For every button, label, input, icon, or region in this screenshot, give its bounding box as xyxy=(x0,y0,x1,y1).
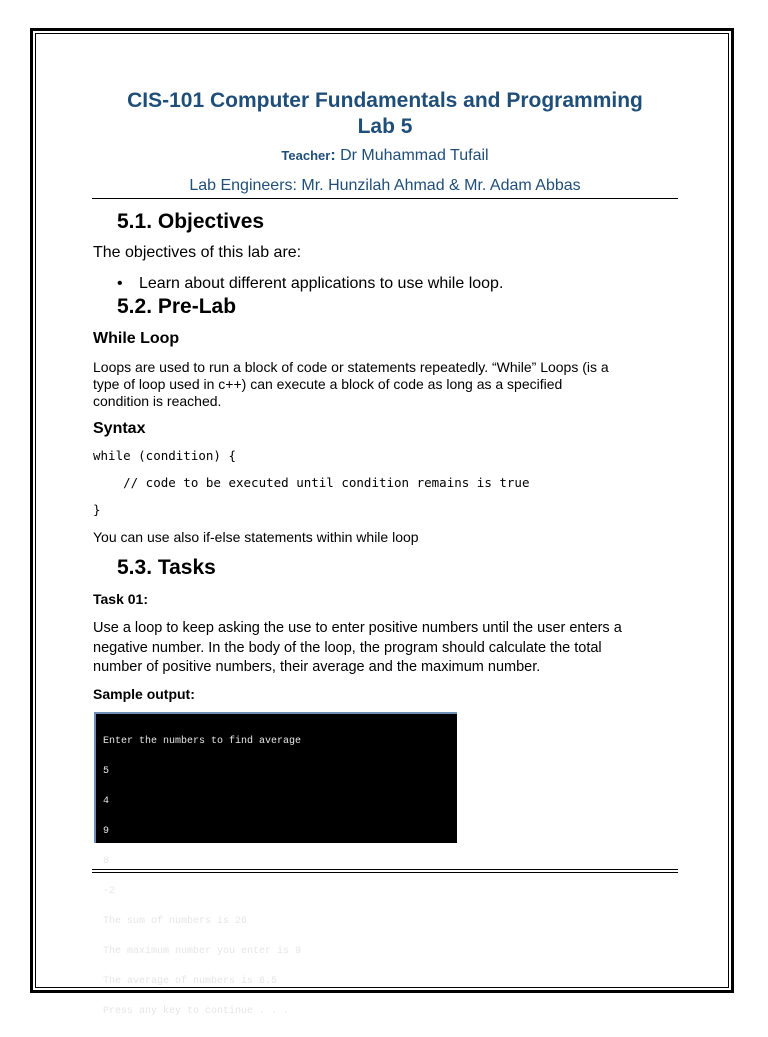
prelab-heading: 5.2. Pre-Lab xyxy=(117,295,237,318)
console-line: 5 xyxy=(103,766,110,777)
prelab-note: You can use also if-else statements within while loop xyxy=(93,529,419,545)
console-line: -2 xyxy=(103,886,116,897)
paragraph-line: type of loop used in c++) can execute a block of code as long as a specified xyxy=(93,376,563,392)
lab-engineers: Lab Engineers: Mr. Hunzilah Ahmad & Mr. Adam Abbas xyxy=(189,177,581,194)
sample-output-label: Sample output: xyxy=(93,686,195,702)
task-label: Task 01: xyxy=(93,591,148,607)
teacher-colon: : xyxy=(330,147,336,164)
console-text xyxy=(103,717,301,1037)
document-title xyxy=(60,88,710,140)
objectives-intro: The objectives of this lab are: xyxy=(93,244,302,261)
code-line: // code to be executed until condition remains is true xyxy=(93,475,530,490)
console-line: 8 xyxy=(103,856,110,867)
task-line: number of positive numbers, their average and the maximum number. xyxy=(93,659,541,675)
footer-divider xyxy=(92,869,678,870)
title-line-1: CIS-101 Computer Fundamentals and Programming xyxy=(127,89,643,112)
console-line: The average of numbers is 6.5 xyxy=(103,976,278,987)
paragraph-line: condition is reached. xyxy=(93,393,222,409)
while-loop-heading: While Loop xyxy=(93,330,180,347)
console-line: Press any key to continue . . . xyxy=(103,1006,290,1017)
syntax-heading: Syntax xyxy=(93,420,146,437)
objective-item: Learn about different applications to use while loop. xyxy=(139,275,504,292)
console-line: 4 xyxy=(103,796,110,807)
task-line: Use a loop to keep asking the use to enter positive numbers until the user enters a xyxy=(93,620,622,636)
objectives-heading: 5.1. Objectives xyxy=(117,210,265,233)
bullet-icon: • xyxy=(117,275,123,292)
task-description xyxy=(93,619,693,678)
footer-divider xyxy=(92,872,678,873)
teacher-label: Teacher xyxy=(281,148,331,163)
task-line: negative number. In the body of the loop, the program should calculate the total xyxy=(93,639,602,656)
title-line-2: Lab 5 xyxy=(357,115,413,138)
console-line: The maximum number you enter is 9 xyxy=(103,946,302,957)
console-line: The sum of numbers is 26 xyxy=(103,916,248,927)
console-output-image xyxy=(94,712,457,1017)
console-line: 9 xyxy=(103,826,110,837)
teacher-line xyxy=(60,147,710,165)
prelab-paragraph xyxy=(93,359,683,410)
header-divider xyxy=(92,198,678,199)
tasks-heading: 5.3. Tasks xyxy=(117,556,216,579)
console-line: Enter the numbers to find average xyxy=(103,736,302,747)
code-line: } xyxy=(93,502,101,517)
code-line: while (condition) { xyxy=(93,448,236,463)
teacher-name: Dr Muhammad Tufail xyxy=(335,147,489,164)
paragraph-line: Loops are used to run a block of code or statements repeatedly. “While” Loops (is a xyxy=(93,359,609,375)
